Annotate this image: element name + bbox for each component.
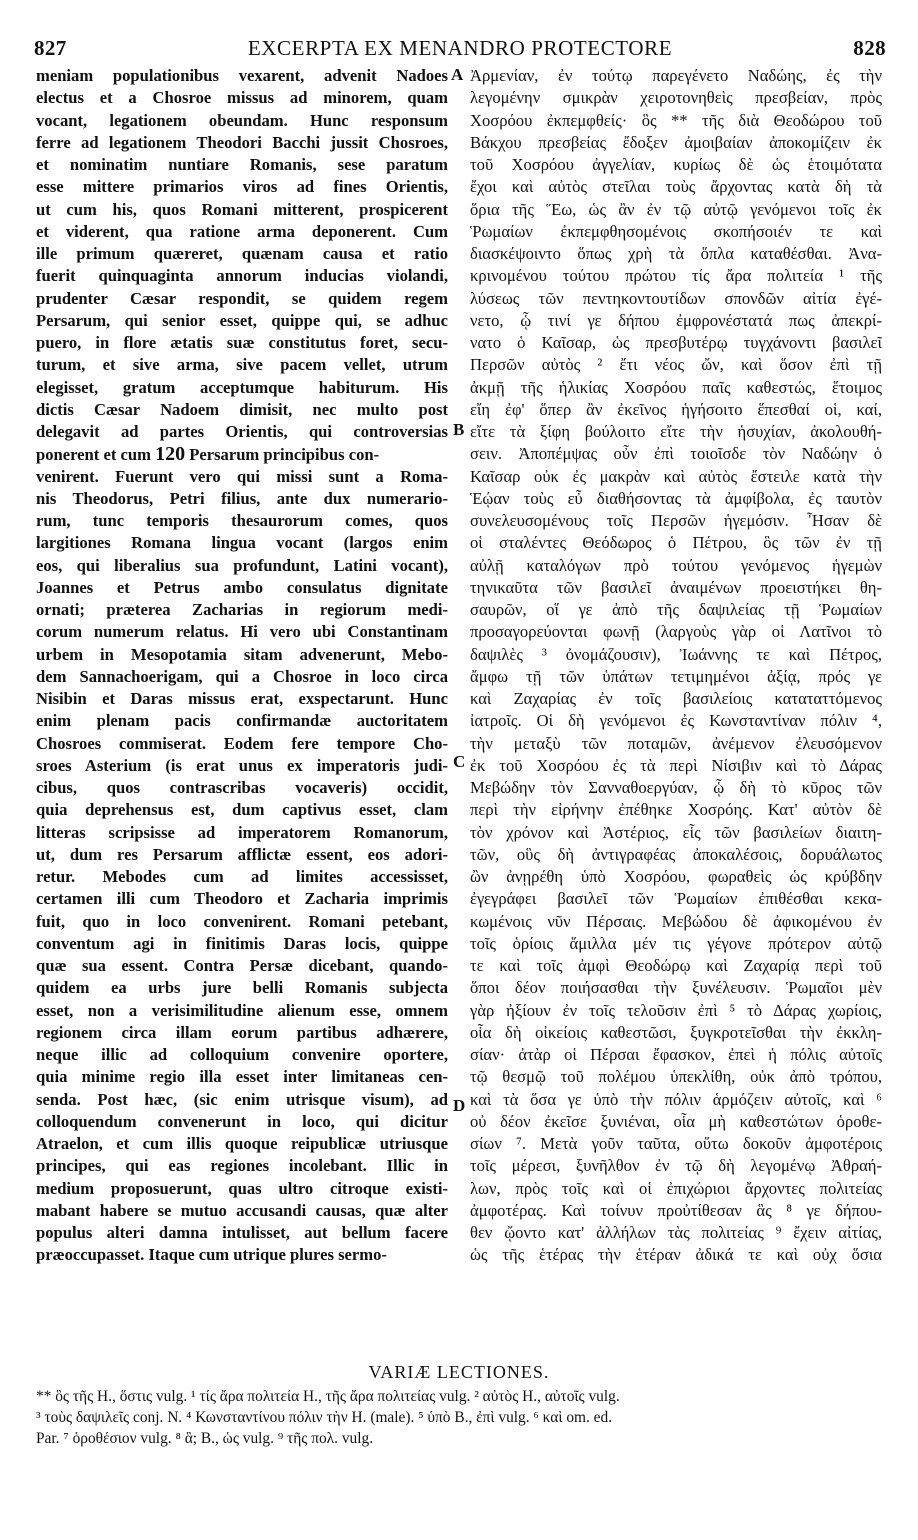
latin-line: enim plenam pacis confirmandæ auctoritatem [36,711,448,731]
latin-line: fuit, quo in loco convenirent. Romani petebant, [36,911,448,931]
latin-line: esse mittere primarios viros ad fines Orientis, [36,177,448,197]
greek-line: καὶ τὰ ὅσα γε ὑπὸ τὴν πόλιν ἁρμόζειν αὐτοῖς, καὶ ⁶ [470,1089,882,1109]
latin-line: ornati; præterea Zacharias in regiorum medi- [36,600,448,619]
greek-line: Ῥωμαίων ἐκπεμφθησομένοις σκοπήσοιέν τε καὶ [470,221,882,241]
latin-line: elegisset, gratum acceptumque habiturum. His [36,377,448,397]
latin-line: Joannes et Petrus ambo consulatus dignitate [36,577,448,597]
latin-line: electus et a Chosroe missus ad minorem, quam [36,88,448,108]
variae-lectiones-title: VARIÆ LECTIONES. [368,1362,550,1382]
latin-line: ille primum quæreret, quænam causa et ratio [36,244,448,263]
variant-reading-line: ³ τοὺς δαψιλεῖς conj. N. ⁴ Κωνσταντίνου πόλιν τὴν H. (male). ⁵ ὑπὸ B., ἐπὶ vulg. ⁶ καὶ om. ed. [36,1409,613,1426]
greek-line: λων, πρὸς τοῖς καὶ οἱ ἐπιχώριοι ἄρχοντες πολιτείας [470,1178,882,1198]
latin-line: ut, dum res Persarum afflictæ essent, eos adori- [36,844,448,864]
latin-line: largitiones Romana lingua vocant (largos enim [36,533,448,553]
latin-line-text: Persarum principibus con- [185,445,380,465]
greek-line: νατο ὁ Καῖσαρ, ὡς πρεσβυτέρῳ τυγχάνοντι βασιλεῖ [470,333,882,352]
greek-line: τοῦ Χοσρόου ἀγγελίαν, κυρίως δὲ ὡς ἑτοιμότατα [470,155,882,174]
greek-line: οἷα δὴ οἰκείοις καθεστῶσι, ξυγκροτεῖσθαι τὴν ἐκκλη- [470,1022,882,1042]
latin-line: populus alteri damna intulisset, aut bellum facere [36,1223,448,1242]
latin-line: meniam populationibus vexarent, advenit Nadoes [36,66,448,85]
latin-line: conventum agi in finitimis Daras locis, quippe [36,933,448,953]
greek-line: δαψιλὲς ³ ὀνομάζουσιν), Ἰωάννης τε καὶ Πέτρος, [470,644,882,664]
latin-line: corum numerum relatus. Hi vero ubi Constantinam [36,622,448,642]
greek-line: ἀκμῇ τῆς ἡλικίας Χοσρόου παῖς καθεστώς, ἕτοιμος [470,377,882,397]
greek-line: τοῖς μέρεσι, ξυνῆλθον ἐν τῷ δὴ λεγομένῳ Ἀθραή- [470,1156,882,1176]
latin-line: principes, qui eas regiones incolebant. Illic in [36,1156,448,1176]
greek-line: τὸν χρόνον καὶ Ἀστέριος, εἷς τῶν βασιλείων διαιτη- [470,822,882,842]
latin-line: venirent. Fuerunt vero qui missi sunt a Roma- [36,466,448,486]
latin-line: litteras scripsisse ad imperatorem Romanorum, [36,822,448,842]
greek-line: θεν ᾤοντο κατ' ἀλλήλων τὰς πολιτείας ⁹ ἔχειν αἰτίας, [470,1223,882,1242]
greek-line: τε καὶ τοῖς ἀμφὶ Θεοδώρῳ καὶ Ζαχαρίᾳ περὶ τοῦ [470,956,882,975]
greek-line: ἀμφοτέρας. Καὶ τοίνυν προὐτίθεσαν ἃς ⁸ γε δήπου- [470,1200,882,1220]
latin-line: et nominatim nuntiare Romanis, sese paratum [36,155,448,174]
latin-line [36,443,448,465]
latin-line: ut cum his, quos Romani mitterent, prospicerent [36,199,448,219]
margin-marker-b: B [453,420,465,439]
latin-line: medium proposuerunt, quas ultro citroque existi- [36,1178,448,1198]
latin-line: delegavit ad partes Orientis, qui controversias [36,422,448,441]
greek-line: περὶ τὴν εἰρήνην ἐπέθηκε Χοσρόης. Κατ' αὐτὸν δὲ [470,800,882,820]
greek-column [470,65,882,1267]
greek-line: ἔχοι καὶ αὐτὸς στεῖλαι τοὺς ἄρχοντας κατὰ δὴ τὰ [470,177,882,197]
greek-line: ὢν ἀνῃρέθη ὑπὸ Χοσρόου, φωραθεὶς ὡς κρύβδην [470,867,882,886]
greek-line: ἐγεγράφει βασιλεῖ τῶν Ῥωμαίων ἐπιθέσθαι κεκα- [470,889,882,909]
greek-line: αὐλῇ καταλόγων πρὸ τούτου γενόμενος ἡγεμὼν [470,555,882,575]
latin-line: Atraelon, et cum illis quoque reipublicæ utriusque [36,1134,448,1153]
latin-line-text: ponerent et cum [36,445,156,465]
latin-line: certamen illi cum Theodoro et Zacharia imprimis [36,889,448,909]
margin-marker-c: C [453,752,466,771]
latin-line: turum, et sive arma, sive pacem vellet, utrum [36,355,448,375]
greek-line: νετο, ᾧ τινί γε δήπου ἐμφρονέστατά πως ἀπεκρί- [470,310,882,330]
greek-line: σίων ⁷. Μετὰ γοῦν ταῦτα, οὕτω δοκοῦν ἀμφοτέροις [470,1134,882,1153]
greek-line: συνελευσομένους τοῖς Περσῶν ἡγεμόσιν. Ἦσαν δὲ [470,511,882,530]
greek-line: Χοσρόου ἐκπεμφθείς· ὃς ** τῆς διὰ Θεοδώρου τοῦ [470,110,882,130]
greek-line: Περσῶν αὐτὸς ² ἔτι νέος ὤν, καὶ ὅσον ἐπὶ τῇ [470,355,882,375]
greek-line: διασκέψοιντο ὅπως χρὴ τὰ ὅπλα καταθέσθαι. Ἀνα- [470,244,882,263]
variae-lectiones-notes [36,1386,882,1449]
latin-line: eos, qui liberalius sua profundunt, Latini vocant), [36,555,448,575]
latin-line: dictis Cæsar Nadoem dimisit, nec multo post [36,399,448,419]
latin-line: quia deprehensus est, dum captivus esset, clam [36,800,448,820]
greek-line: προσαγορεύονται φωνῇ (λαργοὺς γὰρ οἱ Λατῖνοι τὸ [470,622,882,642]
latin-line: quia minime regio illa esset inter limitaneas cen- [36,1067,448,1087]
latin-line: esset, non a verisimilitudine alienum esse, omnem [36,1000,448,1020]
latin-line: regionem circa illam eorum partibus adhærere, [36,1022,448,1042]
greek-line: σειν. Ἀποπέμψας οὖν ἐπὶ τοιοῖσδε τὸν Ναδώην ὁ [470,444,882,464]
greek-line: εἴτε τὰ ξίφη βούλοιτο εἴτε τὴν ἡσυχίαν, ἀκολουθή- [470,422,882,441]
greek-line: γὰρ ἠξίουν ἐν τοῖς τελοῦσιν ἐπὶ ⁵ τὸ Δάρας χωρίοις, [470,1000,882,1020]
greek-line: τὴν μεταξὺ τῶν ποταμῶν, ἀνέμενον ἐλευσόμενον [470,733,882,753]
greek-line: Καῖσαρ οὐκ ἐς μακρὰν καὶ αὐτὸς ἔστειλε κατὰ τὴν [470,466,882,486]
greek-line: καὶ Ζαχαρίας ἐν τοῖς βασιλείοις καταταττόμενος [470,689,882,708]
page-number-left: 827 [34,36,67,60]
greek-line: κωμένοις νῦν Πέρσαις. Μεβώδου δὲ ἀφικομένου ἐν [470,911,882,931]
latin-line: sroes Asterium (is erat unus ex imperatoris judi- [36,755,448,775]
latin-line: Persarum, qui senior esset, quippe qui, se adhuc [36,310,448,330]
latin-line: rum, tunc temporis thesaurorum comes, quos [36,511,448,530]
inline-page-number: 120 [155,443,186,466]
latin-line: prudenter Cæsar respondit, se quidem regem [36,288,448,308]
latin-line: dem Sannachoerigam, qui a Chosroe in loco circa [36,666,448,686]
greek-line: Μεβώδην τὸν Σανναθοεργύαν, ᾧ δὴ τὸ κῦρος τῶν [470,778,882,797]
margin-marker-a: A [451,65,464,84]
latin-line: colloquendum convenerunt in loco, qui dicitur [36,1111,448,1131]
latin-line: præoccupasset. Itaque cum utrique plures sermo- [36,1245,387,1265]
latin-line: Nisibin et Daras missus erat, exspectarunt. Hunc [36,689,448,708]
greek-line: οὐ δέον ἐκεῖσε ξυνιέναι, οἷα μὴ καθεστώτων ὁροθε- [470,1111,882,1131]
margin-marker-d: D [453,1096,466,1115]
greek-line: εἴη ἐφ' ὅπερ ἂν ἐκεῖνος ἡγήσοιτο ἕπεσθαί οἱ, καί, [470,399,882,419]
latin-line: quidem ea urbs jure belli Romanis subjecta [36,978,448,998]
greek-line: σαυρῶν, οἵ γε ἀπὸ τῆς δαψιλείας τῇ Ῥωμαίων [470,600,882,619]
greek-line: σίαν· ἀτὰρ οἱ Πέρσαι ἔφασκον, ἐπεὶ ἡ πόλις αὐτοῖς [470,1045,882,1064]
variant-reading-line: ** ὃς τῆς H., ὅστις vulg. ¹ τίς ἄρα πολιτεία H., τῆς ἄρα πολιτείας vulg. ² αὐτὸς H., αὐτοῖς vulg. [36,1388,620,1405]
greek-line: Ἀρμενίαν, ἐν τούτῳ παρεγένετο Ναδώης, ἐς τὴν [470,66,882,85]
latin-line: Chosroes commiserat. Eodem fere tempore Cho- [36,733,448,753]
latin-line: ferre ad legationem Theodori Bacchi jussit Chosroes, [36,132,448,152]
greek-line: ἐκ τοῦ Χοσρόου ἐς τὰ περὶ Νίσιβιν καὶ τὸ Δάρας [470,755,882,775]
latin-line: senda. Post hæc, (sic enim utrisque visum), ad [36,1089,448,1109]
latin-line: retur. Mebodes cum ad limites accessisset, [36,867,448,886]
greek-line: οἱ σταλέντες Θεόδωρος ὁ Πέτρου, ὃς τῶν ἐν τῇ [470,533,882,553]
greek-line: Ἑῴαν τοὺς εὖ διαθήσοντας τὰ ἀμφίβολα, ἐς ταυτὸν [470,488,882,508]
greek-line: Βάκχου πρεσβείας ἔδοξεν ἀμοιβαίαν ἀποκομίζειν ἐκ [470,132,882,152]
latin-line: neque illic ad colloquium convenire oportere, [36,1045,448,1064]
latin-line: quæ sua essent. Contra Persæ dicebant, quando- [36,956,448,975]
greek-line: ὡς τῆς ἑτέρας τὴν ἑτέραν ἀδικά τε καὶ οὐχ ὅσια [470,1245,882,1265]
latin-line: nis Theodorus, Petri filius, ante dux numerario- [36,488,448,508]
latin-line: mabant habere se mutuo accusandi causas, quæ alter [36,1200,448,1220]
greek-line: τῶν, οὓς δὴ ἀντιγραφέας ἀποκαλέσοις, δορυάλωτος [470,844,882,864]
greek-line: τῷ θεσμῷ τοῦ πολέμου ὑπεκλίθη, οὐκ ἀπὸ τρόπου, [470,1067,882,1087]
greek-line: ὅποι δέον ποιήσασθαι τὴν ξυνέλευσιν. Ῥωμαῖοι μὲν [470,978,882,998]
latin-line: puero, in flore ætatis suæ constitutus foret, secu- [36,333,448,352]
latin-line: et viderent, qua ratione arma deponerent. Cum [36,221,448,241]
greek-line: τηνικαῦτα τῶν βασιλεῖ ἀναιμένων προειστήκει θη- [470,577,882,597]
greek-line: ἄμφω τῇ τῶν ὑπάτων τετιμημένοι ἀξίᾳ, πρός γε [470,666,882,686]
latin-line: fuerit quinquaginta annorum inducias violandi, [36,266,448,286]
latin-line: vocant, legationem obeundam. Hunc responsum [36,110,448,130]
latin-line: cibus, quos contrascribas vocaveris) occidit, [36,778,448,797]
greek-line: κρινομένου τούτου πρώτου τίς ἄρα πολιτεία ¹ τῆς [470,266,882,286]
greek-line: λύσεως τῶν πεντηκοντουτίδων σπονδῶν αἰτία ἐγέ- [470,288,882,308]
latin-column [36,65,448,1267]
latin-line: urbem in Mesopotamia sitam advenerunt, Mebo- [36,644,448,664]
variant-reading-line: Par. ⁷ ὁροθέσιον vulg. ⁸ ἃ; B., ὡς vulg. ⁹ τῆς πολ. vulg. [36,1430,374,1447]
greek-line: ἰατροῖς. Οἱ δὴ γενόμενοι ἐς Κωνσταντίναν πόλιν ⁴, [470,711,882,731]
running-header [34,36,886,62]
running-title: EXCERPTA EX MENANDRO PROTECTORE [247,36,673,60]
page-number-right: 828 [853,36,886,60]
greek-line: λεγομένην σμικρὰν χειροτονηθεὶς πρεσβείαν, πρὸς [470,88,882,108]
greek-line: τοῖς ὁρίοις ἅμιλλα μέν τις γέγονε πρότερον αὐτῷ [470,933,882,953]
greek-line: ὅρια τῆς Ἕω, ὡς ἂν ἐν τῷ αὐτῷ γενόμενοι τοῖς ἐκ [470,199,882,219]
